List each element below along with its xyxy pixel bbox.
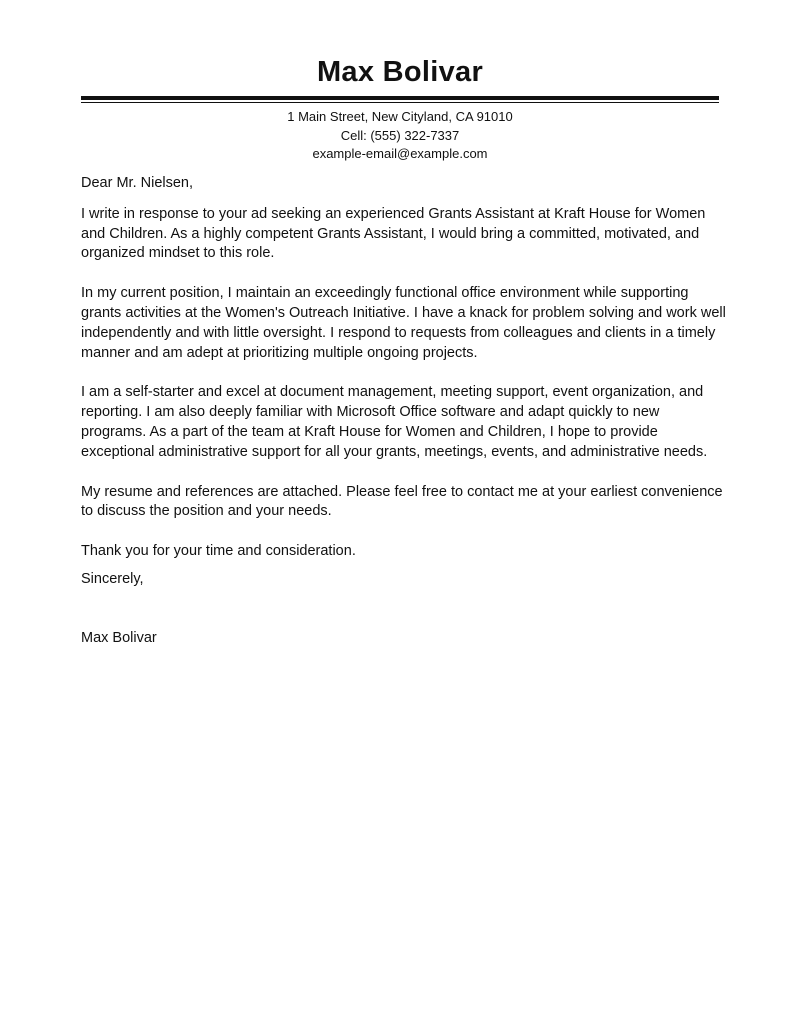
email-line: example-email@example.com xyxy=(312,146,488,161)
contact-block xyxy=(0,108,800,164)
phone-line: Cell: (555) 322-7337 xyxy=(340,127,460,143)
paragraph-line: independently and with little oversight. I respond to requests from colleagues and clients in a timely xyxy=(81,324,716,341)
paragraph-line: Thank you for your time and consideration. xyxy=(81,543,356,560)
paragraph-line: reporting. I am also deeply familiar with Microsoft Office software and adapt quickly to new xyxy=(81,404,660,421)
header-rule-thick xyxy=(81,96,719,100)
paragraph-line: organized mindset to this role. xyxy=(81,245,275,262)
signature: Max Bolivar xyxy=(81,629,157,646)
paragraph-line: programs. As a part of the team at Kraft House for Women and Children, I hope to provide xyxy=(81,423,658,440)
paragraph-3 xyxy=(81,383,721,462)
paragraph-line: manner and am adept at prioritizing multiple ongoing projects. xyxy=(81,344,478,361)
paragraph-line: My resume and references are attached. Please feel free to contact me at your earliest convenience xyxy=(81,483,723,500)
paragraph-4 xyxy=(81,483,721,523)
paragraph-line: In my current position, I maintain an exceedingly functional office environment while supporting xyxy=(81,285,689,302)
header-rule-thin xyxy=(81,102,719,103)
closing: Sincerely, xyxy=(81,570,144,587)
paragraph-line: I write in response to your ad seeking an experienced Grants Assistant at Kraft House for Women xyxy=(81,205,706,222)
paragraph-5 xyxy=(81,542,721,562)
paragraph-line: and Children. As a highly competent Grants Assistant, I would bring a committed, motivated, and xyxy=(81,225,700,242)
paragraph-2 xyxy=(81,284,726,363)
paragraph-line: exceptional administrative support for all your grants, meetings, events, and administrative needs. xyxy=(81,443,708,460)
paragraph-line: I am a self-starter and excel at document management, meeting support, event organization, and xyxy=(81,384,704,401)
paragraph-1 xyxy=(81,205,721,264)
address-line: 1 Main Street, New Cityland, CA 91010 xyxy=(287,109,513,124)
paragraph-line: grants activities at the Women's Outreach Initiative. I have a knack for problem solving and work well xyxy=(81,304,726,321)
paragraph-line: to discuss the position and your needs. xyxy=(81,503,332,520)
salutation: Dear Mr. Nielsen, xyxy=(81,175,194,191)
letter-body xyxy=(81,174,726,649)
sender-name: Max Bolivar xyxy=(316,56,484,88)
